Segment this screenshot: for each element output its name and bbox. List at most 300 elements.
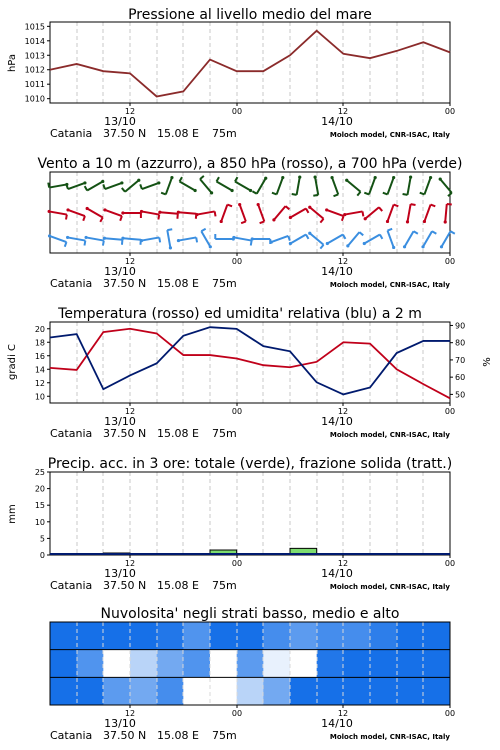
y-tick-label: 10 <box>34 392 45 402</box>
wind-barb <box>363 235 383 246</box>
wind-barb <box>103 181 123 189</box>
x-tick-label: 12 <box>337 257 349 266</box>
wind-barb <box>121 211 141 218</box>
wind-barb-feather <box>285 206 289 209</box>
wind-barb-shaft <box>348 232 360 246</box>
location-lon: 15.08 E <box>157 729 199 742</box>
cloud-cell <box>157 650 184 678</box>
cloud-cell <box>77 622 104 650</box>
wind-barb-shaft <box>387 205 393 222</box>
wind-barb-head <box>270 240 273 243</box>
cloud-cell <box>103 650 130 678</box>
wind-barb-shaft <box>387 178 393 195</box>
wind-barb <box>66 181 86 189</box>
cloud-cell <box>157 622 184 650</box>
wind-barb <box>251 237 271 244</box>
model-credit: Moloch model, CNR-ISAC, Italy <box>329 281 450 289</box>
wind-barb-head <box>314 176 317 179</box>
x-tick-label: 00 <box>444 407 456 416</box>
cloud-cell <box>183 622 210 650</box>
wind-barb-head <box>84 236 87 239</box>
wind-barb <box>215 234 235 241</box>
wind-barb-head <box>169 246 172 249</box>
wind-barb-shaft <box>166 178 172 195</box>
wind-barb-head <box>251 237 254 240</box>
wind-barb-feather <box>414 231 418 234</box>
wind-barb-feather <box>306 235 309 239</box>
location-lon: 15.08 E <box>157 277 199 290</box>
cloud-cell <box>423 650 450 678</box>
location-elevation: 75m <box>212 277 237 290</box>
wind-barb-shaft <box>290 209 306 218</box>
y-tick-label: 20 <box>34 324 45 334</box>
wind-barb <box>292 176 302 195</box>
cloud-cell <box>210 622 237 650</box>
wind-barb-feather <box>432 231 436 234</box>
wind-barb-feather <box>159 237 160 242</box>
location-lon: 15.08 E <box>157 127 199 140</box>
date-label: 13/10 <box>104 717 136 730</box>
y-right-tick-label: 50 <box>455 390 466 400</box>
wind-barb <box>308 206 323 223</box>
wind-barb <box>167 229 172 249</box>
x-tick-label: 12 <box>337 559 349 568</box>
x-tick-label: 12 <box>337 407 349 416</box>
wind-barb-feather <box>216 177 219 181</box>
cloud-cell <box>397 622 424 650</box>
location-lon: 15.08 E <box>157 579 199 592</box>
wind-barb-shaft <box>347 180 361 192</box>
wind-barb <box>220 205 232 224</box>
wind-barb <box>387 229 395 249</box>
wind-barb-head <box>330 176 333 179</box>
y-right-tick-label: 80 <box>455 338 466 348</box>
wind-barb-head <box>140 239 143 242</box>
wind-barb-shaft <box>125 180 139 192</box>
wind-barb <box>216 177 233 192</box>
wind-barb <box>423 205 435 224</box>
x-tick-label: 12 <box>124 107 136 116</box>
wind-barb-head <box>257 203 260 206</box>
wind-barb-shaft <box>407 177 410 195</box>
location-lat: 37.50 N <box>103 579 147 592</box>
location-elevation: 75m <box>212 127 237 140</box>
plot-frame <box>50 472 450 555</box>
wind-barb-shaft <box>332 178 338 195</box>
wind-barb-head <box>444 220 447 223</box>
wind-barb-feather <box>357 192 360 196</box>
wind-barb-head <box>209 245 212 248</box>
wind-barb-feather <box>342 216 344 221</box>
y-tick-label: 14 <box>34 365 45 375</box>
wind-barb <box>257 203 265 223</box>
wind-barb-feather <box>403 194 408 195</box>
y-tick-label: 1010 <box>24 94 45 104</box>
temperature-title: Temperatura (rosso) ed umidita' relativa (blu) a 2 m <box>58 306 422 322</box>
wind-barb-head <box>429 176 432 179</box>
cloud-cell <box>183 677 210 705</box>
wind-barb-feather <box>420 193 425 195</box>
wind-barb-feather <box>84 241 85 246</box>
y-tick-label: 1013 <box>24 51 45 61</box>
x-tick-label: 00 <box>231 257 243 266</box>
x-tick-label: 00 <box>444 709 456 718</box>
wind-barb-feather <box>260 221 265 223</box>
wind-barb <box>195 211 215 216</box>
cloud-cell <box>317 650 344 678</box>
cloud-cell <box>77 677 104 705</box>
wind-barb-feather <box>196 237 197 242</box>
wind-title: Vento a 10 m (azzurro), a 850 hPa (rosso), a 700 hPa (verde) <box>37 156 463 172</box>
date-label: 14/10 <box>321 265 353 278</box>
cloud-cell <box>317 622 344 650</box>
cloud-cell <box>343 650 370 678</box>
location-name: Catania <box>50 277 93 290</box>
wind-barb-shaft <box>240 205 246 222</box>
wind-barb-feather <box>313 195 318 196</box>
location-name: Catania <box>50 127 93 140</box>
wind-barb <box>180 177 197 192</box>
wind-barb-shaft <box>327 235 343 244</box>
wind-barb-feather <box>100 218 103 222</box>
wind-barb-shaft <box>105 210 122 216</box>
wind-barb-feather <box>103 184 105 189</box>
wind-barb-head <box>158 211 161 214</box>
wind-barb-shaft <box>142 211 160 214</box>
wind-barb-head <box>101 180 104 183</box>
wind-barb-head <box>157 181 160 184</box>
wind-barb-shaft <box>68 210 85 216</box>
wind-barb-shaft <box>49 211 67 214</box>
wind-barb-head <box>363 242 366 245</box>
wind-barb <box>252 177 267 194</box>
wind-barb-head <box>289 216 292 219</box>
wind-barb-head <box>406 220 409 223</box>
wind-barb-feather <box>380 235 383 239</box>
wind-barb-head <box>238 203 241 206</box>
y-right-tick-label: 60 <box>455 373 466 383</box>
wind-barb-head <box>86 207 89 210</box>
humidity-ylabel: % <box>482 357 493 367</box>
x-tick-label: 00 <box>444 257 456 266</box>
wind-barb <box>200 176 213 195</box>
wind-barb-feather <box>85 186 88 190</box>
location-name: Catania <box>50 579 93 592</box>
wind-barb <box>420 176 432 195</box>
wind-barb <box>272 206 289 221</box>
wind-barb-head <box>170 176 173 179</box>
wind-barb <box>325 208 344 220</box>
wind-barb-head <box>374 176 377 179</box>
wind-barb-head <box>364 217 367 220</box>
wind-barb-shaft <box>167 230 170 248</box>
wind-barb-head <box>325 208 328 211</box>
wind-barb <box>440 231 455 248</box>
wind-barb-feather <box>364 193 369 195</box>
wind-barb <box>272 176 284 195</box>
wind-barb-head <box>120 181 123 184</box>
x-tick-label: 12 <box>124 559 136 568</box>
wind-barb-head <box>392 176 395 179</box>
wind-barb <box>421 231 436 248</box>
wind-barb <box>66 208 85 220</box>
wind-barb-head <box>298 176 301 179</box>
date-label: 13/10 <box>104 265 136 278</box>
wind-barb-shaft <box>257 178 266 194</box>
y-tick-label: 12 <box>34 378 45 388</box>
wind-barb-feather <box>241 221 246 223</box>
date-label: 13/10 <box>104 415 136 428</box>
wind-barb-shaft <box>197 211 215 214</box>
wind-barb-head <box>346 244 349 247</box>
cloud-cell <box>237 650 264 678</box>
wind-barb-shaft <box>345 211 363 214</box>
cloud-cell <box>343 677 370 705</box>
wind-barb-shaft <box>201 231 210 247</box>
x-tick-label: 00 <box>231 709 243 718</box>
cloud-cell <box>370 622 397 650</box>
wind-barb <box>289 235 309 246</box>
wind-barb-shaft <box>423 231 432 247</box>
wind-barb-feather <box>167 229 172 230</box>
cloud-cell <box>423 677 450 705</box>
wind-barb-feather <box>272 193 277 195</box>
wind-barb <box>235 177 252 192</box>
wind-barb-shaft <box>142 183 159 189</box>
x-tick-label: 00 <box>444 107 456 116</box>
cloud-cell <box>237 622 264 650</box>
wind-barb-head <box>272 218 275 221</box>
wind-barb-shaft <box>216 182 232 191</box>
wind-barb-shaft <box>105 183 122 189</box>
wind-barb-shaft <box>86 237 104 240</box>
wind-barb-shaft <box>68 183 85 189</box>
wind-barb-feather <box>252 191 256 194</box>
cloud-cell <box>370 650 397 678</box>
wind-barb-feather <box>451 231 455 234</box>
date-label: 13/10 <box>104 567 136 580</box>
wind-barb-shaft <box>407 204 410 222</box>
wind-barb-head <box>409 176 412 179</box>
wind-barb-feather <box>394 205 399 207</box>
wind-barb <box>444 204 452 224</box>
y-tick-label: 1014 <box>24 36 45 46</box>
precipitation-ylabel: mm <box>7 504 18 524</box>
wind-barb-head <box>103 237 106 240</box>
wind-barb-shaft <box>297 177 300 195</box>
date-label: 13/10 <box>104 115 136 128</box>
x-tick-label: 00 <box>231 559 243 568</box>
wind-barb <box>48 234 67 246</box>
wind-barb-feather <box>158 215 159 220</box>
plot-frame <box>50 22 450 103</box>
cloud-cell <box>290 650 317 678</box>
wind-barb-shaft <box>387 231 393 248</box>
wind-barb <box>122 179 141 192</box>
location-lat: 37.50 N <box>103 277 147 290</box>
humidity-series-line <box>50 327 450 394</box>
wind-barb-shaft <box>180 182 196 191</box>
wind-barb-feather <box>411 204 416 205</box>
wind-barb <box>383 176 395 195</box>
wind-barb-feather <box>251 241 252 246</box>
location-name: Catania <box>50 729 93 742</box>
pressure-title: Pressione al livello medio del mare <box>128 7 372 23</box>
date-label: 14/10 <box>321 567 353 580</box>
wind-barb-feather <box>48 183 49 188</box>
wind-barb-shaft <box>424 205 430 222</box>
wind-barb-shaft <box>271 236 288 242</box>
wind-barb-feather <box>66 215 67 220</box>
wind-barb-head <box>343 213 346 216</box>
wind-barb-feather <box>215 211 216 216</box>
location-elevation: 75m <box>212 729 237 742</box>
wind-barb-feather <box>140 184 142 189</box>
location-lat: 37.50 N <box>103 127 147 140</box>
x-tick-label: 00 <box>231 407 243 416</box>
y-right-tick-label: 70 <box>455 355 466 365</box>
y-tick-label: 16 <box>34 351 45 361</box>
y-tick-label: 1012 <box>24 65 45 75</box>
wind-barb <box>103 208 122 220</box>
wind-barb <box>177 237 197 242</box>
wind-barb-head <box>48 210 51 213</box>
date-label: 14/10 <box>321 115 353 128</box>
wind-barb-feather <box>383 193 388 195</box>
wind-barb-head <box>289 242 292 245</box>
model-credit: Moloch model, CNR-ISAC, Italy <box>329 131 450 139</box>
wind-barb <box>313 176 318 196</box>
cloud-cell <box>157 677 184 705</box>
wind-barb-feather <box>103 241 104 246</box>
wind-barb <box>140 237 160 242</box>
wind-barb <box>121 237 141 245</box>
location-elevation: 75m <box>212 427 237 440</box>
x-tick-label: 12 <box>124 709 136 718</box>
wind-barb-feather <box>227 205 232 207</box>
wind-barb-head <box>308 206 311 209</box>
wind-barb <box>406 204 416 223</box>
y-tick-label: 10 <box>34 517 45 527</box>
wind-barb <box>403 231 418 248</box>
cloud-cell <box>263 650 290 678</box>
wind-barb <box>66 236 85 246</box>
wind-barb-shaft <box>445 204 447 222</box>
wind-barb-shaft <box>50 236 67 242</box>
wind-barb <box>270 236 290 244</box>
wind-barb-shaft <box>123 238 141 240</box>
y-tick-label: 1015 <box>24 22 45 32</box>
wind-barb-head <box>220 220 223 223</box>
y-tick-label: 15 <box>34 501 45 511</box>
cloud-cell <box>317 677 344 705</box>
wind-barb <box>330 176 338 196</box>
cloud-cell <box>210 650 237 678</box>
wind-barb-feather <box>359 232 363 235</box>
wind-barb-head <box>230 189 233 192</box>
wind-barb-shaft <box>274 206 286 220</box>
wind-barb-feather <box>122 188 125 192</box>
wind-barb-shaft <box>290 235 306 244</box>
cloud-cell <box>370 677 397 705</box>
wind-barb-head <box>121 211 124 214</box>
y-tick-label: 5 <box>39 534 45 544</box>
wind-barb-head <box>440 245 443 248</box>
y-tick-label: 25 <box>34 468 45 477</box>
wind-barb-shaft <box>327 210 344 216</box>
x-tick-label: 12 <box>124 257 136 266</box>
wind-barb-head <box>195 213 198 216</box>
wind-barb-head <box>386 220 389 223</box>
wind-barb-head <box>403 245 406 248</box>
cloud-cell <box>50 677 77 705</box>
location-elevation: 75m <box>212 579 237 592</box>
wind-barb-feather <box>431 205 436 207</box>
wind-barb-shaft <box>178 212 196 214</box>
wind-barb-head <box>194 189 197 192</box>
cloud-cell <box>397 677 424 705</box>
location-lon: 15.08 E <box>157 427 199 440</box>
date-label: 14/10 <box>321 717 353 730</box>
pressure-ylabel: hPa <box>7 53 18 73</box>
wind-barb-head <box>121 237 124 240</box>
cloud-cell <box>290 677 317 705</box>
wind-barb-head <box>137 179 140 182</box>
wind-barb-head <box>66 208 69 211</box>
wind-barb <box>289 209 309 220</box>
wind-barb <box>386 205 398 224</box>
wind-barb-feather <box>120 216 122 221</box>
x-tick-label: 00 <box>231 107 243 116</box>
wind-barb-shaft <box>364 235 380 244</box>
wind-barb-feather <box>320 219 323 223</box>
y-tick-label: 18 <box>34 338 45 348</box>
cloud-cell <box>103 677 130 705</box>
wind-barb <box>345 179 360 196</box>
wind-barb-feather <box>200 176 204 179</box>
wind-barb-head <box>249 189 252 192</box>
wind-barb-shaft <box>178 237 196 240</box>
wind-barb-head <box>140 210 143 213</box>
cloud-cell <box>50 622 77 650</box>
wind-barb-shaft <box>424 178 430 195</box>
wind-barb-head <box>83 181 86 184</box>
y-tick-label: 0 <box>39 551 45 560</box>
temperature-series-line <box>50 329 450 399</box>
y-tick-label: 1011 <box>24 80 45 90</box>
wind-barb-feather <box>306 209 309 213</box>
wind-barb-feather <box>320 245 323 249</box>
wind-barb <box>140 210 159 220</box>
y-right-tick-label: 90 <box>455 321 466 331</box>
wind-barb-feather <box>362 211 363 216</box>
wind-barb-head <box>177 211 180 214</box>
x-tick-label: 00 <box>444 559 456 568</box>
wind-barb <box>86 207 103 222</box>
wind-barb-feather <box>180 177 183 181</box>
wind-barb-head <box>326 242 329 245</box>
wind-barb <box>238 203 246 223</box>
cloud-cell <box>210 677 237 705</box>
cloud-cover-title: Nuvolosita' negli strati basso, medio e alto <box>100 606 400 622</box>
wind-barb <box>364 207 383 220</box>
wind-barb-head <box>103 208 106 211</box>
cloud-cell <box>237 677 264 705</box>
model-credit: Moloch model, CNR-ISAC, Italy <box>329 733 450 741</box>
location-lat: 37.50 N <box>103 427 147 440</box>
cloud-cell <box>77 650 104 678</box>
model-credit: Moloch model, CNR-ISAC, Italy <box>329 431 450 439</box>
